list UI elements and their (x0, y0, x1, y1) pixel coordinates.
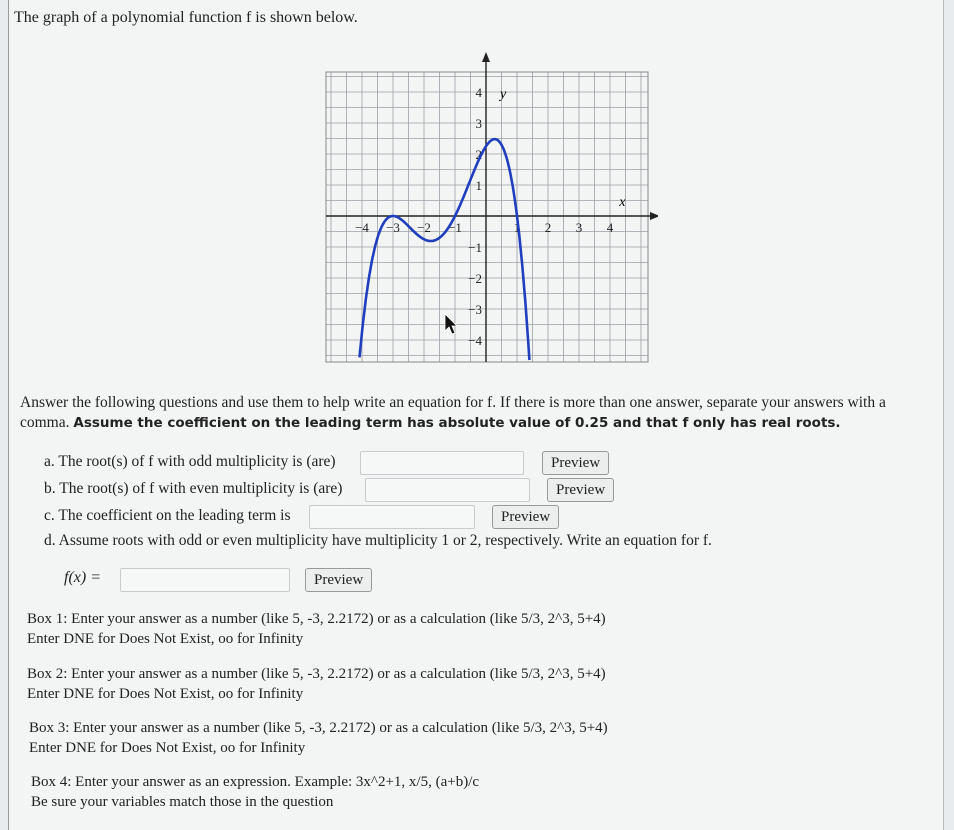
y-tick-label: 4 (475, 85, 482, 100)
x-tick-label: −4 (355, 220, 369, 235)
instructions-text: Answer the following questions and use them to help write an equation for f. If there is more than one answer, separate your answers with a comma. (20, 394, 886, 431)
y-tick-label: 2 (475, 147, 482, 162)
y-tick-label: −1 (468, 240, 482, 255)
box-4-note (31, 772, 479, 812)
x-tick-label: −2 (417, 220, 431, 235)
y-tick-label: 1 (475, 178, 482, 193)
graph-grid (326, 72, 648, 362)
box-3-note (29, 718, 608, 758)
x-tick-label: −1 (448, 220, 462, 235)
answer-box-3[interactable] (309, 505, 475, 529)
question-d: d. Assume roots with odd or even multiplicity have multiplicity 1 or 2, respectively. Write an equation for f. (44, 532, 712, 549)
instructions (20, 393, 925, 433)
box-4-note-line1: Box 4: Enter your answer as an expression. Example: 3x^2+1, x/5, (a+b)/c (31, 774, 480, 790)
box-1-note-line2: Enter DNE for Does Not Exist, oo for Infinity (27, 631, 304, 647)
box-3-note-line2: Enter DNE for Does Not Exist, oo for Infinity (29, 740, 306, 756)
y-tick-label: −2 (468, 271, 482, 286)
x-tick-label: 3 (575, 220, 583, 235)
preview-button-1[interactable]: Preview (542, 451, 609, 475)
x-tick-label: 1 (513, 220, 521, 235)
question-c: c. The coefficient on the leading term is (44, 507, 291, 524)
y-tick-label: 3 (475, 116, 482, 131)
fx-label: f(x) = (64, 569, 101, 586)
box-4-note-line2: Be sure your variables match those in the question (31, 794, 334, 810)
y-axis-arrow-icon (482, 52, 490, 62)
intro-text: The graph of a polynomial function f is shown below. (14, 9, 358, 26)
question-a: a. The root(s) of f with odd multiplicity is (are) (44, 453, 336, 470)
polynomial-graph (318, 44, 658, 374)
grid-border (326, 72, 648, 362)
polynomial-curve (360, 139, 530, 360)
x-tick-label: 4 (606, 220, 614, 235)
preview-button-2[interactable]: Preview (547, 478, 614, 502)
answer-box-2[interactable] (365, 478, 530, 502)
box-1-note (27, 609, 606, 649)
box-3-note-line1: Box 3: Enter your answer as a number (like 5, -3, 2.2172) or as a calculation (like 5/3, 2^3, 5+4) (29, 720, 608, 736)
x-tick-label: −3 (386, 220, 400, 235)
preview-button-3[interactable]: Preview (492, 505, 559, 529)
x-axis-arrow-icon (650, 212, 658, 220)
box-2-note (27, 664, 606, 704)
x-axis-label: x (619, 195, 626, 210)
x-tick-label: 2 (544, 220, 552, 235)
answer-box-1[interactable] (360, 451, 524, 475)
y-axis-label: y (500, 87, 507, 102)
graph-axes (326, 52, 658, 362)
y-tick-label: −4 (468, 333, 482, 348)
y-tick-label: −3 (468, 302, 482, 317)
instructions-bold: Assume the coefficient on the leading term has absolute value of 0.25 and that f only has real roots. (73, 415, 841, 431)
box-2-note-line2: Enter DNE for Does Not Exist, oo for Infinity (27, 686, 304, 702)
box-1-note-line1: Box 1: Enter your answer as a number (like 5, -3, 2.2172) or as a calculation (like 5/3, 2^3, 5+4) (27, 611, 606, 627)
preview-button-4[interactable]: Preview (305, 568, 372, 592)
box-2-note-line1: Box 2: Enter your answer as a number (like 5, -3, 2.2172) or as a calculation (like 5/3, 2^3, 5+4) (27, 666, 606, 682)
answer-box-4[interactable] (120, 568, 290, 592)
question-b: b. The root(s) of f with even multiplicity is (are) (44, 480, 343, 497)
